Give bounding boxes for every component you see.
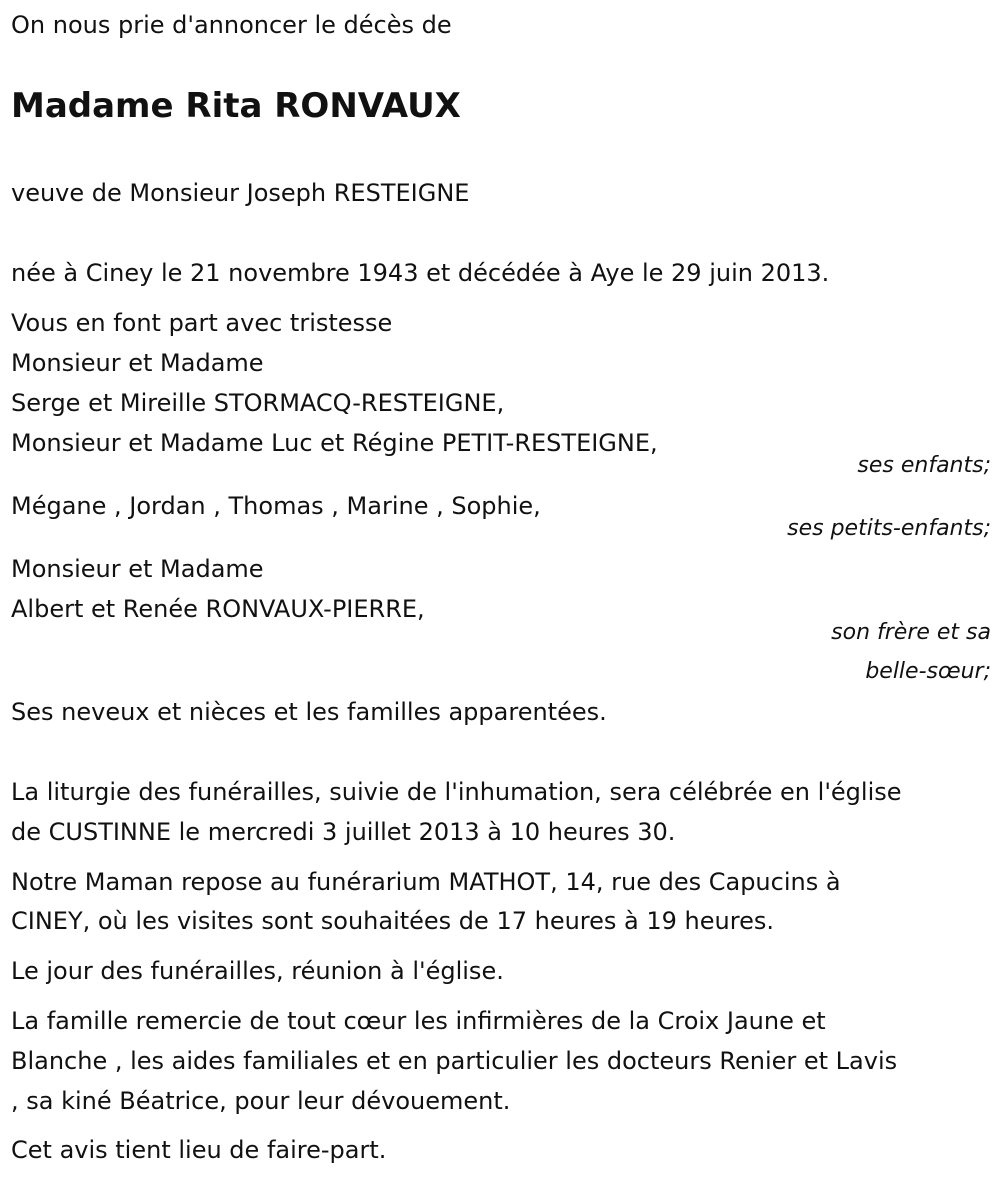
intro-text: On nous prie d'annoncer le décès de (11, 11, 452, 39)
deceased-name: Madame Rita RONVAUX (11, 86, 461, 126)
children-line: Serge et Mireille STORMACQ-RESTEIGNE, (11, 389, 505, 417)
sibling-relation: son frère et sa (831, 620, 991, 645)
obituary-notice (11, 0, 991, 1185)
sibling-line: Monsieur et Madame (11, 555, 264, 583)
funeral-line: de CUSTINNE le mercredi 3 juillet 2013 à 10 heures 30. (11, 818, 676, 846)
thanks-line: La famille remercie de tout cœur les infirmières de la Croix Jaune et (11, 1007, 826, 1035)
birth-death-text: née à Ciney le 21 novembre 1943 et décédée à Aye le 29 juin 2013. (11, 259, 830, 287)
announcers-intro: Vous en font part avec tristesse (11, 309, 393, 337)
thanks-line: , sa kiné Béatrice, pour leur dévouement. (11, 1087, 511, 1115)
children-line: Monsieur et Madame Luc et Régine PETIT-RESTEIGNE, (11, 429, 658, 457)
repose-line: CINEY, où les visites sont souhaitées de 17 heures à 19 heures. (11, 907, 774, 935)
funeral-line: La liturgie des funérailles, suivie de l'inhumation, sera célébrée en l'église (11, 778, 902, 806)
children-relation: ses enfants; (857, 453, 991, 478)
relatives-text: Ses neveux et nièces et les familles apparentées. (11, 698, 607, 726)
grandchildren-relation: ses petits-enfants; (787, 516, 991, 541)
widow-of-text: veuve de Monsieur Joseph RESTEIGNE (11, 179, 470, 207)
children-line: Monsieur et Madame (11, 349, 264, 377)
meeting-text: Le jour des funérailles, réunion à l'église. (11, 957, 504, 985)
repose-line: Notre Maman repose au funérarium MATHOT, 14, rue des Capucins à (11, 868, 841, 896)
closing-text: Cet avis tient lieu de faire-part. (11, 1136, 387, 1164)
thanks-line: Blanche , les aides familiales et en particulier les docteurs Renier et Lavis (11, 1047, 898, 1075)
sibling-line: Albert et Renée RONVAUX-PIERRE, (11, 595, 425, 623)
sibling-relation: belle-sœur; (865, 659, 991, 684)
grandchildren-line: Mégane , Jordan , Thomas , Marine , Sophie, (11, 492, 541, 520)
